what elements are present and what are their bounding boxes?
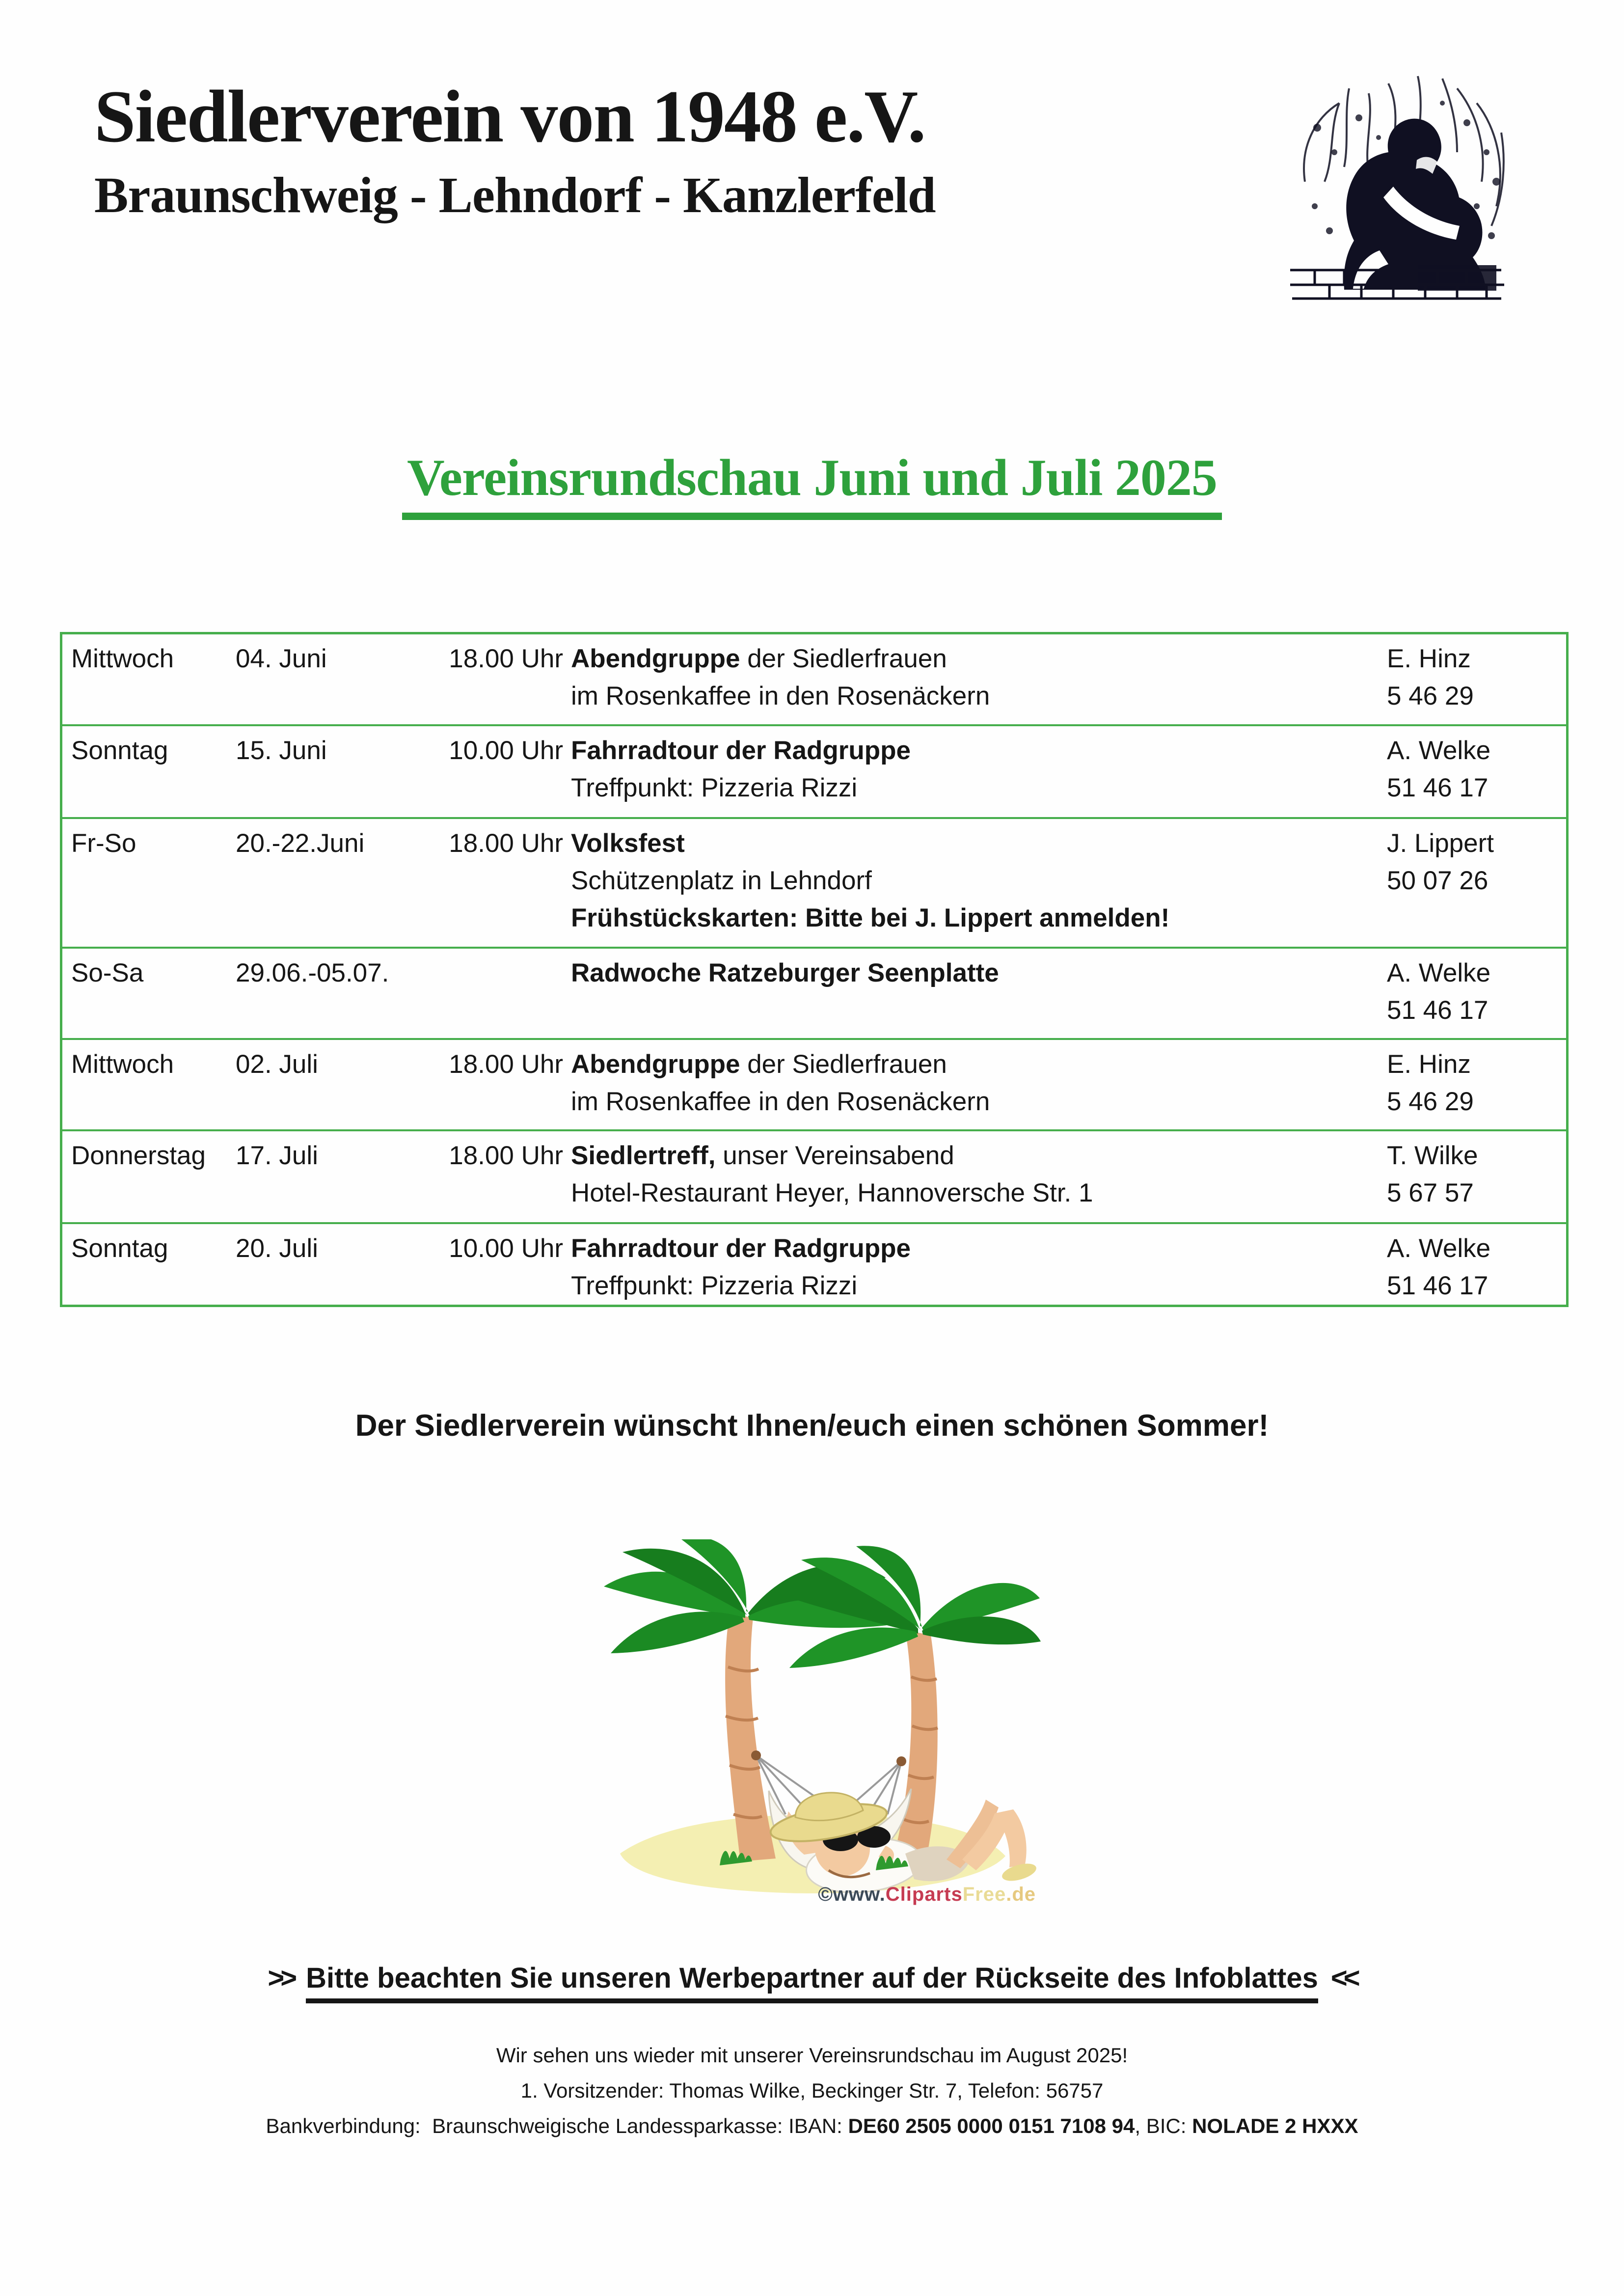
contact-phone: 5 67 57 — [1387, 1178, 1474, 1207]
watermark-de: .de — [1006, 1884, 1036, 1905]
watermark-prefix: ©www. — [818, 1884, 886, 1905]
event-title: Abendgruppe — [571, 644, 740, 673]
contact-name: A. Welke — [1387, 736, 1491, 765]
table-row — [62, 1222, 1566, 1305]
table-row — [62, 947, 1566, 1038]
issue-heading-wrap — [0, 448, 1624, 520]
event-detail: Treffpunkt: Pizzeria Rizzi — [571, 1271, 858, 1300]
event-contact — [1387, 640, 1564, 715]
event-date: 15. Juni — [236, 736, 327, 765]
table-row — [62, 1038, 1566, 1129]
event-contact — [1387, 1046, 1564, 1121]
bank-label: Bankverbindung: Braunschweigische Landessparkasse: IBAN: — [266, 2114, 848, 2137]
palm-hammock-illustration — [573, 1539, 1045, 1908]
event-date: 20. Juli — [236, 1234, 318, 1263]
event-date: 29.06.-05.07. — [236, 958, 389, 987]
contact-phone: 51 46 17 — [1387, 1271, 1489, 1300]
event-title-rest: unser Vereinsabend — [715, 1141, 954, 1170]
page-title: Siedlerverein von 1948 e.V. — [94, 75, 925, 158]
event-day: Mittwoch — [71, 1050, 174, 1079]
hammock-clipart — [573, 1539, 1045, 1908]
footer-bank — [0, 2114, 1624, 2138]
event-contact — [1387, 1230, 1564, 1305]
table-row — [62, 817, 1566, 947]
event-date: 17. Juli — [236, 1141, 318, 1170]
event-day: Sonntag — [71, 736, 168, 765]
event-day: Mittwoch — [71, 644, 174, 673]
issue-heading: Vereinsrundschau Juni und Juli 2025 — [402, 448, 1222, 520]
event-description — [571, 825, 1386, 937]
contact-name: E. Hinz — [1387, 1050, 1471, 1079]
left-chevrons: << — [1330, 1962, 1356, 1994]
event-day: Fr-So — [71, 829, 136, 858]
ad-notice-text: Bitte beachten Sie unseren Werbepartner auf der Rückseite des Infoblattes — [306, 1962, 1318, 2003]
footer-next-issue: Wir sehen uns wieder mit unserer Vereinsrundschau im August 2025! — [496, 2044, 1128, 2067]
event-description — [571, 1137, 1386, 1212]
event-title: Fahrradtour der Radgruppe — [571, 1234, 911, 1263]
club-logo-woodcut-icon — [1271, 59, 1524, 307]
event-detail: Hotel-Restaurant Heyer, Hannoversche Str. 1 — [571, 1178, 1093, 1207]
contact-phone: 51 46 17 — [1387, 773, 1489, 802]
iban-value: DE60 2505 0000 0151 7108 94 — [848, 2114, 1135, 2137]
hammock-knot-left — [751, 1750, 761, 1760]
event-time: 18.00 Uhr — [449, 829, 563, 858]
ad-notice — [0, 1962, 1624, 2003]
event-title: Radwoche Ratzeburger Seenplatte — [571, 958, 999, 987]
event-title-rest: der Siedlerfrauen — [740, 1050, 947, 1079]
event-title: Fahrradtour der Radgruppe — [571, 736, 911, 765]
clipart-watermark — [818, 1884, 1036, 1906]
event-time: 10.00 Uhr — [449, 1234, 563, 1263]
event-time: 10.00 Uhr — [449, 736, 563, 765]
event-detail: Treffpunkt: Pizzeria Rizzi — [571, 773, 858, 802]
contact-phone: 5 46 29 — [1387, 1087, 1474, 1116]
event-title: Abendgruppe — [571, 1050, 740, 1079]
event-description — [571, 1046, 1386, 1121]
contact-name: E. Hinz — [1387, 644, 1471, 673]
event-description — [571, 1230, 1386, 1305]
event-detail: im Rosenkaffee in den Rosenäckern — [571, 682, 990, 711]
event-contact — [1387, 955, 1564, 1029]
table-row — [62, 724, 1566, 817]
event-time: 18.00 Uhr — [449, 1050, 563, 1079]
event-date: 04. Juni — [236, 644, 327, 673]
event-title-rest: der Siedlerfrauen — [740, 644, 947, 673]
contact-phone: 5 46 29 — [1387, 682, 1474, 711]
event-day: Sonntag — [71, 1234, 168, 1263]
table-row — [62, 1129, 1566, 1222]
event-day: Donnerstag — [71, 1141, 206, 1170]
event-detail: Schützenplatz in Lehndorf — [571, 866, 872, 895]
event-title: Siedlertreff, — [571, 1141, 716, 1170]
bic-label: , BIC: — [1135, 2114, 1192, 2137]
watermark-cliparts: Cliparts — [885, 1884, 963, 1905]
event-detail: im Rosenkaffee in den Rosenäckern — [571, 1087, 990, 1116]
hammock-knot-right — [896, 1756, 906, 1766]
event-contact — [1387, 1137, 1564, 1212]
event-time: 18.00 Uhr — [449, 1141, 563, 1170]
contact-phone: 50 07 26 — [1387, 866, 1489, 895]
event-description — [571, 732, 1386, 807]
event-description — [571, 640, 1386, 715]
watermark-free: Free — [962, 1884, 1006, 1905]
event-note: Frühstückskarten: Bitte bei J. Lippert anmelden! — [571, 903, 1170, 932]
contact-name: T. Wilke — [1387, 1141, 1478, 1170]
event-contact — [1387, 825, 1564, 900]
right-chevrons: >> — [268, 1962, 294, 1994]
page-subtitle: Braunschweig - Lehndorf - Kanzlerfeld — [94, 167, 936, 223]
event-contact — [1387, 732, 1564, 807]
contact-name: J. Lippert — [1387, 829, 1494, 858]
bic-value: NOLADE 2 HXXX — [1192, 2114, 1358, 2137]
event-description — [571, 955, 1386, 992]
contact-phone: 51 46 17 — [1387, 996, 1489, 1025]
event-title: Volksfest — [571, 829, 685, 858]
event-date: 02. Juli — [236, 1050, 318, 1079]
contact-name: A. Welke — [1387, 958, 1491, 987]
event-day: So-Sa — [71, 958, 144, 987]
event-time: 18.00 Uhr — [449, 644, 563, 673]
event-date: 20.-22.Juni — [236, 829, 365, 858]
contact-name: A. Welke — [1387, 1234, 1491, 1263]
table-row — [62, 634, 1566, 724]
summer-message: Der Siedlerverein wünscht Ihnen/euch einen schönen Sommer! — [355, 1409, 1269, 1443]
events-table — [60, 632, 1569, 1307]
footer-chairman: 1. Vorsitzender: Thomas Wilke, Beckinger Str. 7, Telefon: 56757 — [520, 2079, 1104, 2102]
